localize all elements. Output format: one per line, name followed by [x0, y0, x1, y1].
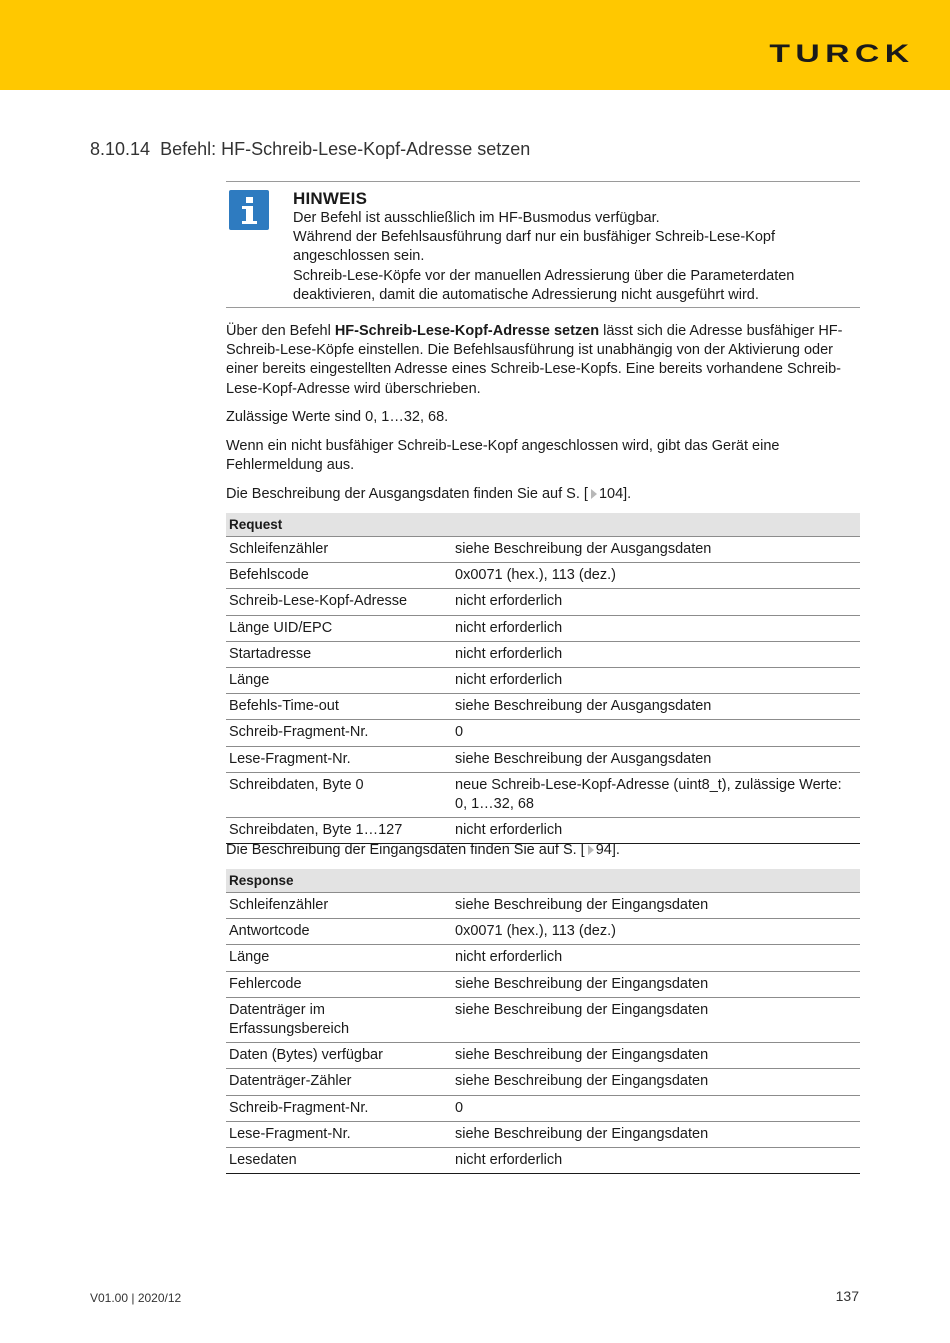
field-value-cell: 0	[452, 720, 860, 746]
table-row	[226, 615, 860, 641]
notice-line: Schreib-Lese-Köpfe vor der manuellen Adressierung über die Parameterdaten deaktivieren, damit die automatische Adressierung nicht ausgeführt wird.	[293, 267, 795, 303]
field-name-cell: Befehls-Time-out	[226, 694, 452, 720]
table-row	[226, 893, 860, 919]
field-value-cell: siehe Beschreibung der Eingangsdaten	[452, 1043, 860, 1069]
field-name-cell: Startadresse	[226, 641, 452, 667]
section-number: 8.10.14	[90, 139, 151, 159]
field-value-cell: 0x0071 (hex.), 113 (dez.)	[452, 919, 860, 945]
section-heading	[90, 139, 530, 160]
field-value-cell: nicht erforderlich	[452, 1148, 860, 1174]
input-data-reference: Die Beschreibung der Eingangsdaten finden Sie auf S. [ 94].	[226, 842, 620, 858]
table-header: Request	[226, 513, 860, 537]
page-reference-arrow-icon	[591, 489, 597, 499]
field-name-cell: Schreib-Fragment-Nr.	[226, 720, 452, 746]
table-row	[226, 1148, 860, 1174]
table-row	[226, 945, 860, 971]
field-name-cell: Schreibdaten, Byte 1…127	[226, 818, 452, 844]
field-name-cell: Befehlscode	[226, 563, 452, 589]
request-table	[226, 513, 860, 844]
field-name-cell: Lese-Fragment-Nr.	[226, 746, 452, 772]
page-reference-arrow-icon	[588, 845, 594, 855]
field-value-cell: 0	[452, 1095, 860, 1121]
output-data-reference: Die Beschreibung der Ausgangsdaten finden Sie auf S. [ 104].	[226, 486, 632, 502]
field-value-cell: nicht erforderlich	[452, 945, 860, 971]
field-name-cell: Schleifenzähler	[226, 537, 452, 563]
notice-box	[226, 181, 860, 308]
page-link-104[interactable]: 104	[598, 486, 624, 502]
table-header: Response	[226, 869, 860, 893]
field-value-cell: nicht erforderlich	[452, 668, 860, 694]
field-name-cell: Datenträger-Zähler	[226, 1069, 452, 1095]
field-name-cell: Datenträger im Erfassungsbereich	[226, 997, 452, 1042]
section-title: Befehl: HF-Schreib-Lese-Kopf-Adresse setzen	[160, 139, 531, 159]
footer-version: V01.00 | 2020/12	[90, 1291, 182, 1305]
table-row	[226, 537, 860, 563]
table-row	[226, 694, 860, 720]
header-band	[0, 0, 950, 90]
field-value-cell: siehe Beschreibung der Eingangsdaten	[452, 1121, 860, 1147]
page-link-94[interactable]: 94	[595, 842, 612, 858]
field-name-cell: Antwortcode	[226, 919, 452, 945]
field-value-cell: nicht erforderlich	[452, 589, 860, 615]
table-row	[226, 1121, 860, 1147]
field-name-cell: Daten (Bytes) verfügbar	[226, 1043, 452, 1069]
notice-line: Während der Befehlsausführung darf nur ein busfähiger Schreib-Lese-Kopf angeschlossen sein.	[293, 229, 776, 265]
field-value-cell: nicht erforderlich	[452, 615, 860, 641]
command-name: HF-Schreib-Lese-Kopf-Adresse setzen	[334, 323, 600, 339]
field-value-cell: siehe Beschreibung der Ausgangsdaten	[452, 694, 860, 720]
turck-logo: TURCK	[768, 40, 914, 68]
field-value-cell: nicht erforderlich	[452, 641, 860, 667]
table-row	[226, 772, 860, 817]
field-value-cell: siehe Beschreibung der Eingangsdaten	[452, 1069, 860, 1095]
field-name-cell: Länge UID/EPC	[226, 615, 452, 641]
field-value-cell: siehe Beschreibung der Eingangsdaten	[452, 893, 860, 919]
table-row	[226, 641, 860, 667]
table-row	[226, 668, 860, 694]
table-row	[226, 1069, 860, 1095]
field-name-cell: Schreib-Lese-Kopf-Adresse	[226, 589, 452, 615]
table-row	[226, 818, 860, 844]
notice-line: Der Befehl ist ausschließlich im HF-Busmodus verfügbar.	[293, 210, 660, 226]
table-row	[226, 1043, 860, 1069]
info-icon	[229, 190, 269, 230]
table-row	[226, 563, 860, 589]
field-value-cell: siehe Beschreibung der Ausgangsdaten	[452, 746, 860, 772]
field-name-cell: Länge	[226, 668, 452, 694]
field-name-cell: Schleifenzähler	[226, 893, 452, 919]
notice-title: HINWEIS	[293, 189, 368, 208]
error-paragraph: Wenn ein nicht busfähiger Schreib-Lese-Kopf angeschlossen wird, gibt das Gerät eine Fehlermeldung aus.	[226, 438, 780, 474]
field-name-cell: Lesedaten	[226, 1148, 452, 1174]
field-value-cell: neue Schreib-Lese-Kopf-Adresse (uint8_t), zulässige Werte: 0, 1…32, 68	[452, 772, 860, 817]
table-row	[226, 1095, 860, 1121]
table-row	[226, 720, 860, 746]
field-value-cell: siehe Beschreibung der Eingangsdaten	[452, 997, 860, 1042]
field-name-cell: Schreib-Fragment-Nr.	[226, 1095, 452, 1121]
table-row	[226, 746, 860, 772]
table-row	[226, 919, 860, 945]
field-name-cell: Lese-Fragment-Nr.	[226, 1121, 452, 1147]
field-value-cell: siehe Beschreibung der Ausgangsdaten	[452, 537, 860, 563]
table-row	[226, 971, 860, 997]
table-row	[226, 589, 860, 615]
field-name-cell: Schreibdaten, Byte 0	[226, 772, 452, 817]
field-name-cell: Fehlercode	[226, 971, 452, 997]
page-number: 137	[835, 1288, 859, 1304]
allowed-values-paragraph: Zulässige Werte sind 0, 1…32, 68.	[226, 409, 449, 425]
field-value-cell: nicht erforderlich	[452, 818, 860, 844]
field-value-cell: 0x0071 (hex.), 113 (dez.)	[452, 563, 860, 589]
response-table	[226, 869, 860, 1174]
field-value-cell: siehe Beschreibung der Eingangsdaten	[452, 971, 860, 997]
intro-paragraph: Über den Befehl HF-Schreib-Lese-Kopf-Adresse setzen lässt sich die Adresse busfähiger HF-Schreib-Lese-Köpfe einstellen. Die Befehlsausführung ist unabhängig von der Aktivierung oder einer bereits eingestellten Adresse eines Schreib-Lese-Kopfs. Eine bereits vorhandene Schreib-Lese-Kopf-Adresse wird überschrieben.	[226, 323, 843, 397]
field-name-cell: Länge	[226, 945, 452, 971]
notice-text	[293, 209, 853, 305]
table-row	[226, 997, 860, 1042]
